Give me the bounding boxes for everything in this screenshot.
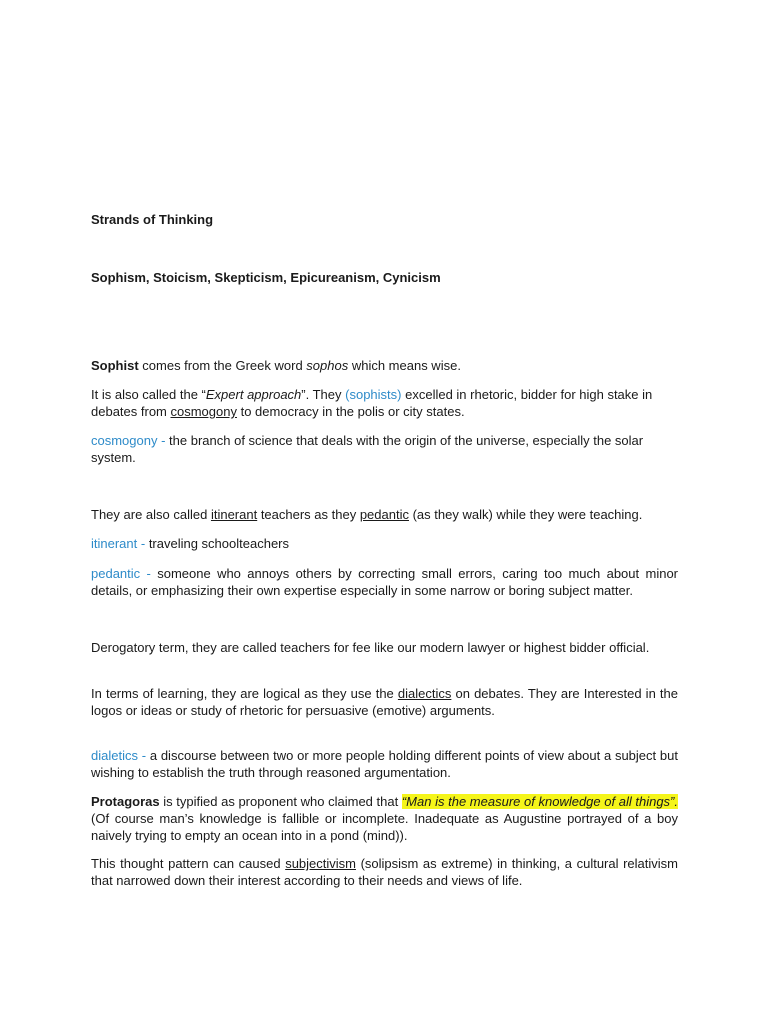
definition-text: a discourse between two or more people holding different points of view about a subject but wishing to establish the truth through reasoned argumentation. [91, 748, 678, 780]
text-span: is typified as proponent who claimed that [159, 794, 402, 809]
text-span: This thought pattern can caused [91, 856, 286, 871]
definition-term: itinerant - [91, 536, 149, 551]
definition-term: dialetics - [91, 748, 150, 763]
definition-text: the branch of science that deals with the origin of the universe, especially the solar system. [91, 433, 644, 465]
text-span: They are also called [91, 507, 211, 522]
text-span: It is also called the “ [91, 387, 206, 402]
paragraph-derogatory-term [91, 639, 678, 656]
text-span: on debates. They are Interested in the logos or ideas or study of rhetoric for persuasive (emotive) arguments. [91, 686, 678, 718]
text-span: (solipsism as extreme) in thinking, a cultural relativism that narrowed down their interest according to their needs and views of life. [91, 856, 678, 888]
text-span: comes from the Greek word [138, 358, 307, 373]
text-span: In terms of learning, they are logical as they use the [91, 686, 398, 701]
definition-text: someone who annoys others by correcting small errors, caring too much about minor details, or emphasizing their own expertise especially in some narrow or boring subject matter. [91, 566, 679, 598]
text-span: (Of course man’s knowledge is fallible or incomplete. Inadequate as Augustine portrayed of a boy naively trying to empty an ocean into in a pond (mind)). [91, 811, 678, 843]
term-sophist: Sophist [91, 358, 139, 373]
term-cosmogony-underlined: cosmogony [170, 404, 237, 419]
text-span: which means wise. [348, 358, 461, 373]
word-sophos: sophos [306, 358, 349, 373]
text-span: Derogatory term, they are called teachers for fee like our modern lawyer or highest bidder official. [91, 640, 650, 655]
text-span: (as they walk) while they were teaching. [408, 507, 643, 522]
term-dialectics-underlined: dialectics [397, 686, 452, 701]
paragraph-subjectivism [91, 855, 678, 889]
definition-text: traveling schoolteachers [148, 536, 290, 551]
definition-cosmogony [91, 432, 678, 466]
text-span: ”. They [301, 387, 346, 402]
text-span: to democracy in the polis or city states. [236, 404, 465, 419]
term-subjectivism-underlined: subjectivism [285, 856, 356, 871]
paragraph-sophist [91, 357, 678, 374]
paragraph-expert-approach [91, 386, 678, 420]
paragraph-protagoras [91, 793, 678, 844]
paragraph-itinerant-teachers [91, 506, 678, 523]
definition-term: cosmogony - [91, 433, 170, 448]
term-pedantic-underlined: pedantic [359, 507, 409, 522]
quote-expert-approach: Expert approach [205, 387, 302, 402]
text-span: excelled in rhetoric, bidder for high stake in debates from [91, 387, 653, 419]
definition-term: pedantic - [91, 566, 158, 581]
definition-itinerant [91, 535, 678, 552]
name-protagoras: Protagoras [91, 794, 160, 809]
definition-dialetics [91, 747, 678, 781]
paragraph-learning [91, 685, 678, 719]
term-sophists: (sophists) [345, 387, 402, 402]
highlighted-quote: “Man is the measure of knowledge of all things”. [401, 794, 678, 809]
definition-pedantic [91, 565, 678, 599]
text-span: teachers as they [257, 507, 360, 522]
term-itinerant-underlined: itinerant [210, 507, 258, 522]
document-subtitle: Sophism, Stoicism, Skepticism, Epicureanism, Cynicism [91, 270, 441, 285]
document-title: Strands of Thinking [91, 212, 214, 227]
